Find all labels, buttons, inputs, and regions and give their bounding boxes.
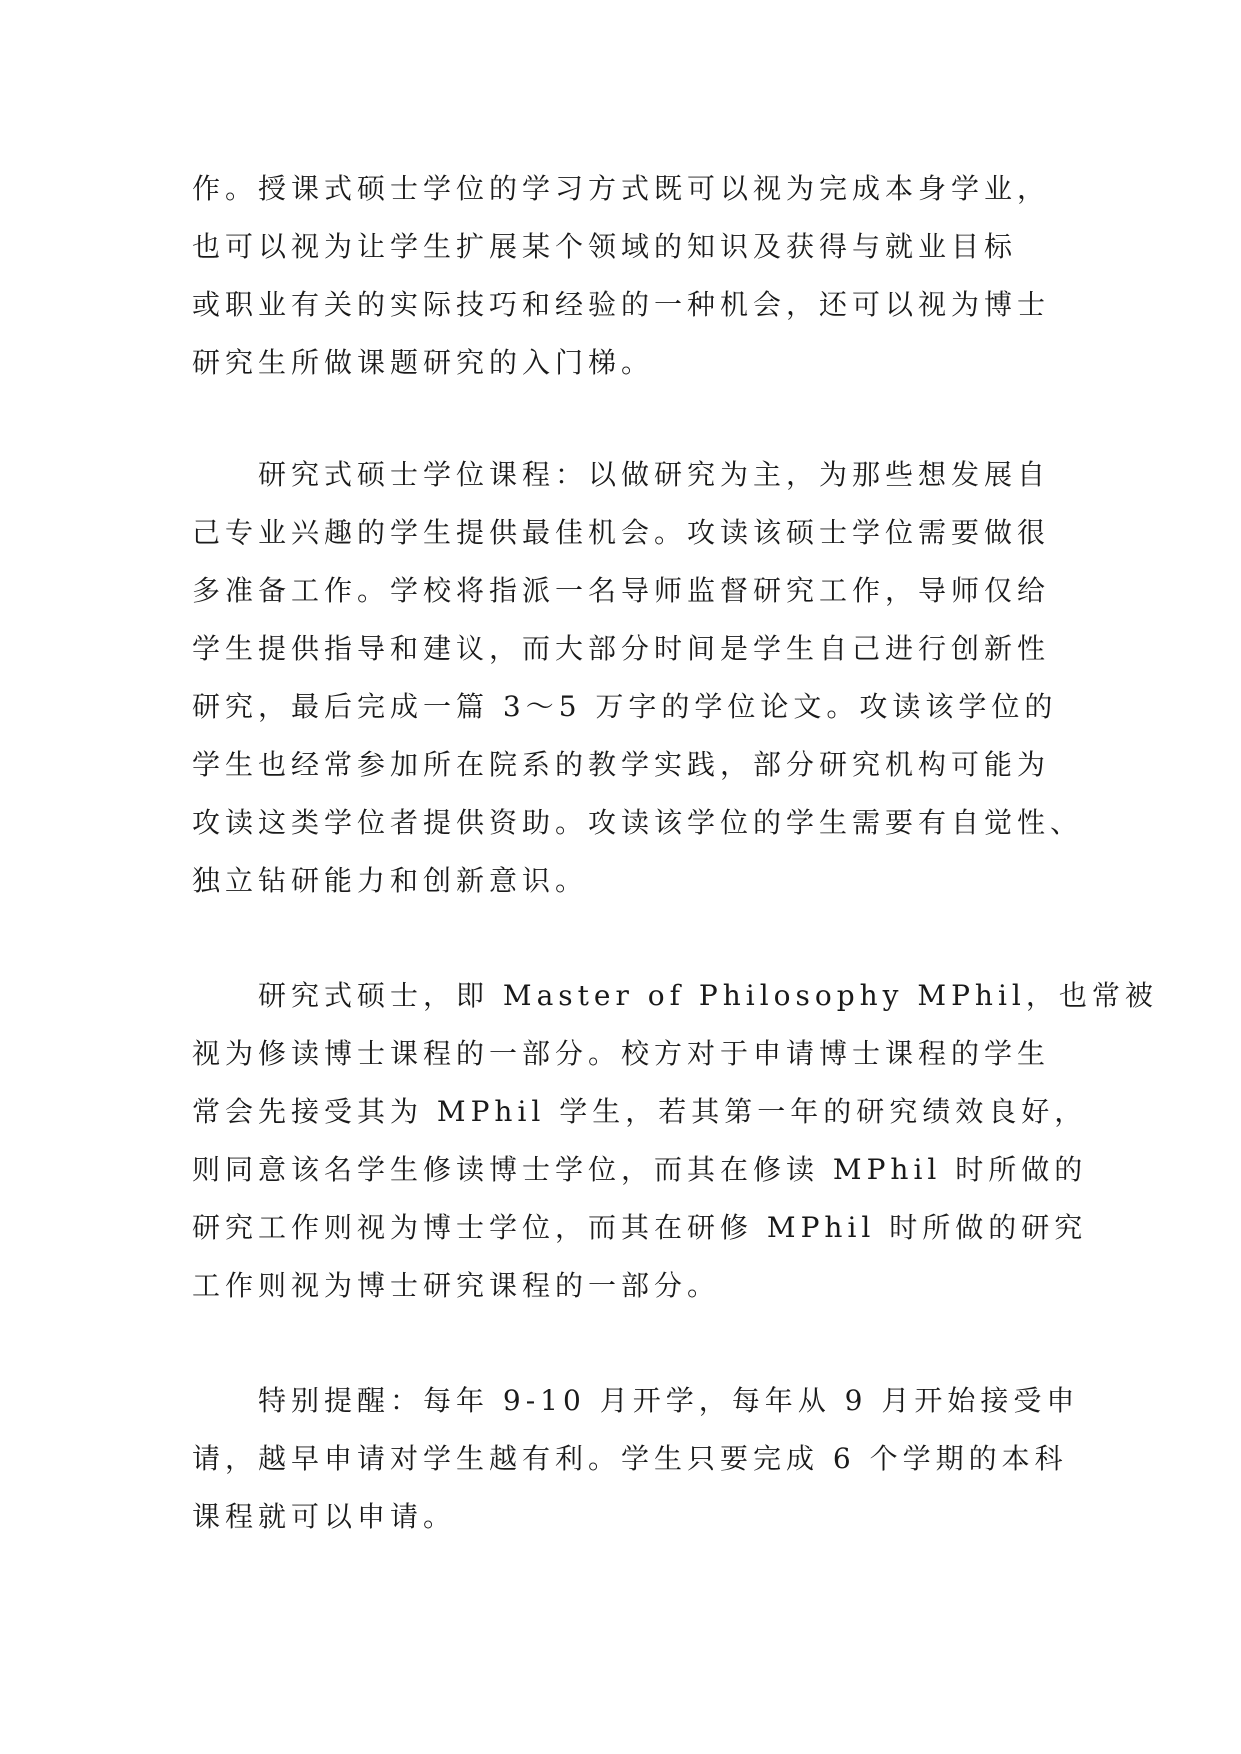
- text-line: 研究式硕士学位课程：以做研究为主，为那些想发展自: [192, 458, 1051, 491]
- text-line: 视为修读博士课程的一部分。校方对于申请博士课程的学生: [192, 1037, 1051, 1070]
- text-line: 学生也经常参加所在院系的教学实践，部分研究机构可能为: [192, 748, 1051, 781]
- text-line: 作。授课式硕士学位的学习方式既可以视为完成本身学业，: [192, 172, 1051, 205]
- text-line: 课程就可以申请。: [192, 1500, 457, 1533]
- paragraph-special-reminder: [192, 1372, 1080, 1546]
- text-line: 特别提醒：每年 9-10 月开学，每年从 9 月开始接受申: [192, 1384, 1080, 1417]
- text-line: 研究式硕士，即 Master of Philosophy MPhil，也常被: [192, 979, 1158, 1012]
- text-line: 也可以视为让学生扩展某个领域的知识及获得与就业目标: [192, 230, 1018, 263]
- text-line: 则同意该名学生修读博士学位，而其在修读 MPhil 时所做的: [192, 1153, 1088, 1186]
- text-line: 研究，最后完成一篇 3～5 万字的学位论文。攻读该学位的: [192, 690, 1058, 723]
- text-line: 或职业有关的实际技巧和经验的一种机会，还可以视为博士: [192, 288, 1051, 321]
- text-line: 请，越早申请对学生越有利。学生只要完成 6 个学期的本科: [192, 1442, 1068, 1475]
- paragraph-mphil: [192, 967, 1158, 1315]
- text-line: 学生提供指导和建议，而大部分时间是学生自己进行创新性: [192, 632, 1051, 665]
- text-line: 独立钻研能力和创新意识。: [192, 864, 589, 897]
- text-line: 己专业兴趣的学生提供最佳机会。攻读该硕士学位需要做很: [192, 516, 1051, 549]
- text-line: 多准备工作。学校将指派一名导师监督研究工作，导师仅给: [192, 574, 1051, 607]
- text-line: 研究生所做课题研究的入门梯。: [192, 346, 655, 379]
- text-line: 攻读这类学位者提供资助。攻读该学位的学生需要有自觉性、: [192, 806, 1084, 839]
- text-line: 常会先接受其为 MPhil 学生，若其第一年的研究绩效良好，: [192, 1095, 1088, 1128]
- text-line: 工作则视为博士研究课程的一部分。: [192, 1269, 721, 1302]
- paragraph-taught-master-conclusion: [192, 160, 1072, 392]
- text-line: 研究工作则视为博士学位，而其在研修 MPhil 时所做的研究: [192, 1211, 1088, 1244]
- paragraph-research-master-course: [192, 446, 1084, 910]
